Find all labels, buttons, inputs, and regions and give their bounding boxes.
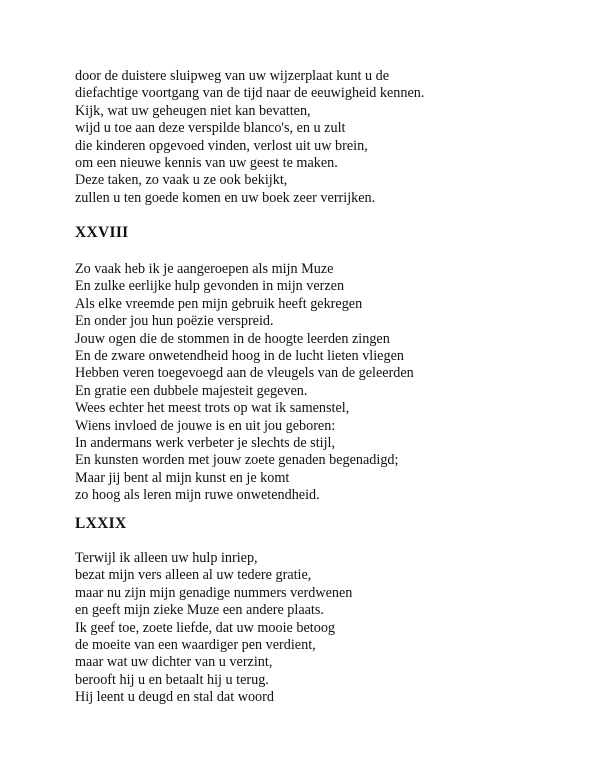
poem-line: Hebben veren toegevoegd aan de vleugels van de geleerden (75, 365, 414, 382)
poem-line: en geeft mijn zieke Muze een andere plaats. (75, 602, 324, 619)
poem-line: door de duistere sluipweg van uw wijzerplaat kunt u de (75, 68, 390, 84)
poem-line: Als elke vreemde pen mijn gebruik heeft gekregen (75, 295, 363, 312)
sonnet-heading-xxviii: XXVIII (75, 224, 129, 241)
poem-continuation (75, 68, 424, 207)
poem-line: Jouw ogen die de stommen in de hoogte leerden zingen (75, 330, 390, 347)
poem-line: Deze taken, zo vaak u ze ook bekijkt, (75, 172, 288, 189)
poem-line: om een nieuwe kennis van uw geest te maken. (75, 155, 338, 172)
poem-line: zo hoog als leren mijn ruwe onwetendheid. (75, 487, 320, 504)
poem-line: Ik geef toe, zoete liefde, dat uw mooie betoog (75, 619, 336, 636)
sonnet-xxviii-body (75, 261, 414, 505)
poem-line: En kunsten worden met jouw zoete genaden begenadigd; (75, 452, 399, 469)
sonnet-heading-lxxix: LXXIX (75, 515, 127, 532)
sonnet-lxxix-body (75, 550, 352, 707)
poem-line: Wiens invloed de jouwe is en uit jou geboren: (75, 417, 336, 434)
poem-line: In andermans werk verbeter je slechts de stijl, (75, 435, 336, 452)
poem-line: En zulke eerlijke hulp gevonden in mijn verzen (75, 278, 345, 295)
poem-line: maar wat uw dichter van u verzint, (75, 654, 273, 671)
poem-line: wijd u toe aan deze verspilde blanco's, en u zult (75, 120, 346, 137)
poem-line: En gratie een dubbele majesteit gegeven. (75, 382, 308, 399)
poem-line: zullen u ten goede komen en uw boek zeer verrijken. (75, 189, 376, 206)
poem-line: diefachtige voortgang van de tijd naar de eeuwigheid kennen. (75, 85, 425, 102)
poem-line: Kijk, wat uw geheugen niet kan bevatten, (75, 102, 311, 119)
poem-line: bezat mijn vers alleen al uw tedere gratie, (75, 567, 312, 584)
poem-line: Zo vaak heb ik je aangeroepen als mijn Muze (75, 261, 334, 277)
poem-line: de moeite van een waardiger pen verdient, (75, 637, 316, 654)
poem-line: En onder jou hun poëzie verspreid. (75, 313, 274, 330)
poem-line: Wees echter het meest trots op wat ik samenstel, (75, 400, 350, 417)
poem-line: maar nu zijn mijn genadige nummers verdwenen (75, 584, 353, 601)
poem-line: Terwijl ik alleen uw hulp inriep, (75, 550, 258, 566)
poem-line: berooft hij u en betaalt hij u terug. (75, 671, 269, 688)
poem-line: die kinderen opgevoed vinden, verlost uit uw brein, (75, 137, 368, 154)
poem-line: Maar jij bent al mijn kunst en je komt (75, 469, 290, 486)
poem-line: Hij leent u deugd en stal dat woord (75, 689, 274, 706)
poem-line: En de zware onwetendheid hoog in de lucht lieten vliegen (75, 348, 404, 365)
